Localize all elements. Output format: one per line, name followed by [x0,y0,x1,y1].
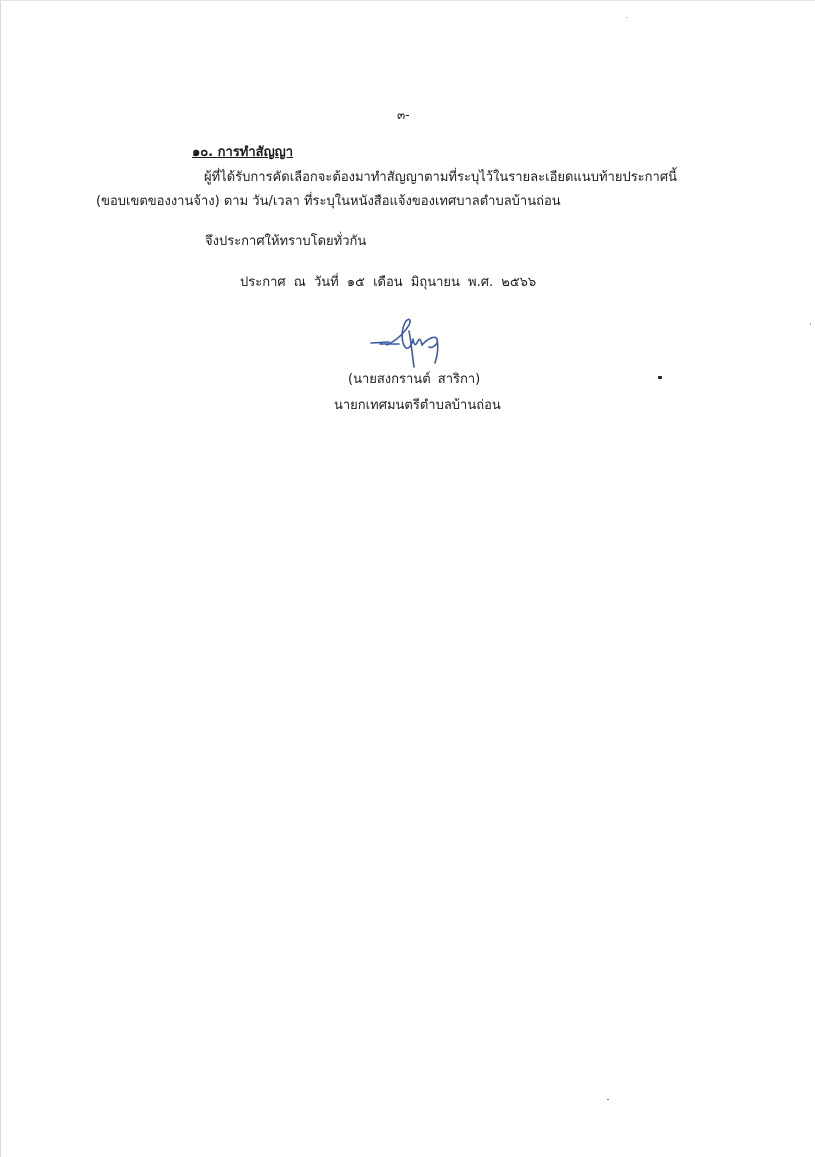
announcement-date: ประกาศ ณ วันที่ ๑๕ เดือน มิถุนายน พ.ศ. ๒๕๖๖ [240,275,537,290]
body-paragraph-line-2: (ขอบเขตของงานจ้าง) ตาม วัน/เวลา ที่ระบุในหนังสือแจ้งของเทศบาลตำบลบ้านถ่อน [96,194,561,209]
scan-speck [626,17,627,18]
scan-speck [810,323,811,325]
page-number: ๓- [397,108,410,122]
scan-speck [658,376,662,379]
body-paragraph-line-1: ผู้ที่ได้รับการคัดเลือกจะต้องมาทำสัญญาตามที่ระบุไว้ในรายละเอียดแนบท้ายประกาศนี้ [204,170,677,185]
closing-statement: จึงประกาศให้ทราบโดยทั่วกัน [205,234,367,249]
signature-graphic [365,311,465,373]
section-heading: ๑๐. การทำสัญญา [192,145,294,160]
scan-speck [607,1099,609,1100]
signer-title: นายกเทศมนตรีตำบลบ้านถ่อน [334,398,501,413]
signer-name: (นายสงกรานต์ สาริกา) [348,372,481,387]
